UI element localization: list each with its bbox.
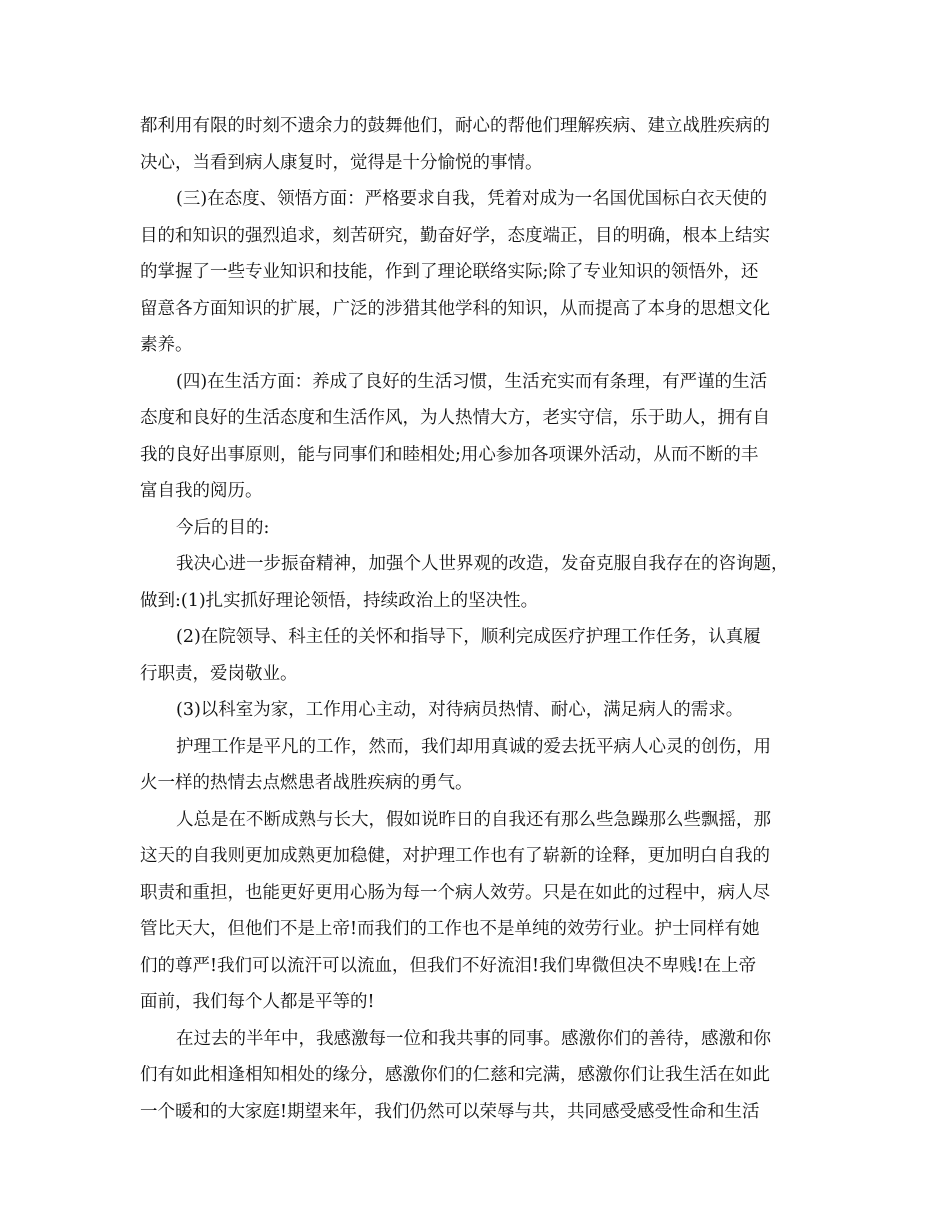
text-line: 们的尊严!我们可以流汗可以流血，但我们不好流泪!我们卑微但决不卑贱!在上帝 [140, 955, 757, 976]
text-line: 做到:(1)扎实抓好理论领悟，持续政治上的坚决性。 [140, 590, 539, 611]
text-line: 一个暖和的大家庭!期望来年，我们仍然可以荣辱与共，共同感受感受性命和生活 [140, 1101, 760, 1122]
text-line: 目的和知识的强烈追求，刻苦研究，勤奋好学，态度端正，目的明确，根本上结实 [140, 225, 770, 246]
text-line: 火一样的热情去点燃患者战胜疾病的勇气。 [140, 773, 473, 793]
text-line: 职责和重担，也能更好更用心肠为每一个病人效劳。只是在如此的过程中，病人尽 [140, 882, 770, 903]
text-line: 素养。 [140, 335, 193, 355]
text-line: 们有如此相逢相知相处的缘分，感激你们的仁慈和完满，感激你们让我生活在如此 [140, 1065, 770, 1085]
text-line: 人总是在不断成熟与长大，假如说昨日的自我还有那么些急躁那么些飘摇，那 [176, 809, 771, 830]
text-line: 我决心进一步振奋精神，加强个人世界观的改造，发奋克服自我存在的咨询题， [176, 554, 789, 574]
text-line: 态度和良好的生活态度和生活作风，为人热情大方，老实守信，乐于助人，拥有自 [140, 408, 770, 428]
text-line: (四)在生活方面：养成了良好的生活习惯，生活充实而有条理，有严谨的生活 [176, 371, 768, 392]
text-line: 护理工作是平凡的工作，然而，我们却用真诚的爱去抚平病人心灵的创伤，用 [176, 736, 771, 757]
text-line: (三)在态度、领悟方面：严格要求自我，凭着对成为一名国优国标白衣天使的 [176, 189, 768, 209]
text-line: (2)在院领导、科主任的关怀和指导下，顺利完成医疗护理工作任务，认真履 [176, 627, 761, 647]
text-line: (3)以科室为家，工作用心主动，对待病员热情、耐心，满足病人的需求。 [176, 700, 744, 720]
text-line: 行职责，爱岗敬业。 [140, 663, 298, 684]
text-line: 的掌握了一些专业知识和技能，作到了理论联络实际;除了专业知识的领悟外，还 [140, 262, 759, 282]
text-line: 留意各方面知识的扩展，广泛的涉猎其他学科的知识，从而提高了本身的思想文化 [140, 298, 770, 319]
text-line: 在过去的半年中，我感激每一位和我共事的同事。感激你们的善待，感激和你 [176, 1028, 771, 1049]
text-line: 富自我的阅历。 [140, 481, 263, 501]
text-line: 面前，我们每个人都是平等的! [140, 992, 375, 1012]
text-line: 今后的目的: [176, 517, 270, 538]
text-line: 管比天大，但他们不是上帝!而我们的工作也不是单纯的效劳行业。护士同样有她 [140, 919, 760, 939]
text-line: 我的良好出事原则，能与同事们和睦相处;用心参加各项课外活动，从而不断的丰 [140, 444, 759, 465]
text-line: 决心，当看到病人康复时，觉得是十分愉悦的事情。 [140, 152, 543, 173]
text-line: 都利用有限的时刻不遗余力的鼓舞他们，耐心的帮他们理解疾病、建立战胜疾病的 [140, 116, 770, 136]
document-body [140, 108, 820, 1130]
text-line: 这天的自我则更加成熟更加稳健，对护理工作也有了崭新的诠释，更加明白自我的 [140, 846, 770, 866]
